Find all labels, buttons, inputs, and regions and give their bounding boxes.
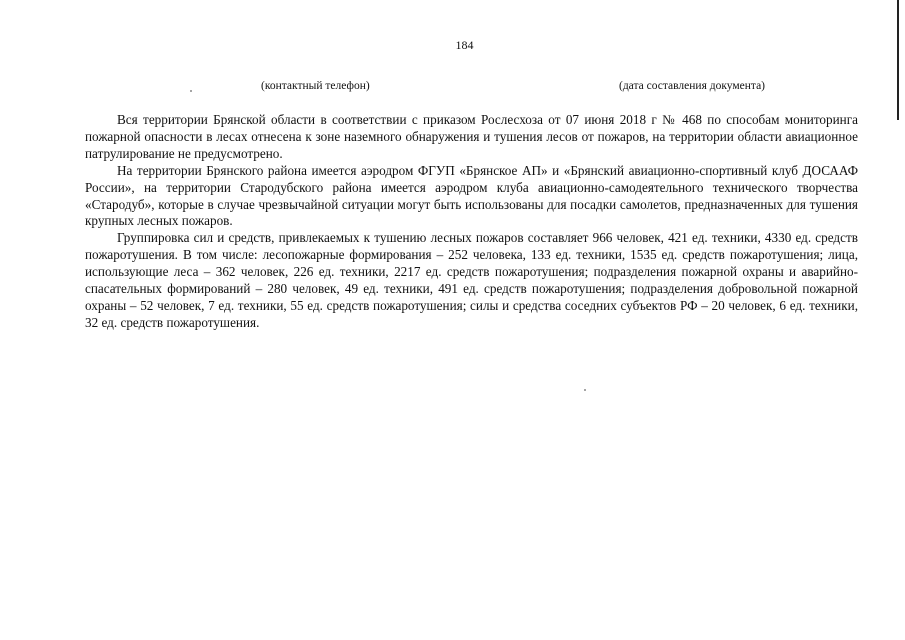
paragraph-forces-and-means: Группировка сил и средств, привлекаемых к тушению лесных пожаров составляет 966 человек, 421 ед. техники, 4330 ед. средств пожаротушения. В том числе: лесопожарные формирования – 252 человека, 133 ед. техники, 1535 ед. средств пожаротушения; лица, использующие леса – 362 человек, 226 ед. техники, 2217 ед. средств пожаротушения; подразделения пожарной охраны и аварийно-спасательных формирований – 280 человек, 49 ед. техники, 491 ед. средств пожаротушения; подразделения добровольной пожарной охраны – 52 человек, 7 ед. техники, 55 ед. средств пожаротушения; силы и средства соседних субъектов РФ – 20 человек, 6 ед. техники, 32 ед. средств пожаротушения. <box>85 230 858 330</box>
scan-speck <box>190 90 192 92</box>
contact-phone-caption: (контактный телефон) <box>261 80 370 92</box>
scan-edge-mark <box>897 0 899 120</box>
document-date-caption: (дата составления документа) <box>619 80 766 92</box>
paragraph-airfields: На территории Брянского района имеется аэродром ФГУП «Брянское АП» и «Брянский авиационно-спортивный клуб ДОСААФ России», на территории Стародубского района имеется аэродром клуба авиационно-самодеятельного технического творчества «Стародуб», которые в случае чрезвычайной ситуации могут быть использованы для посадки самолетов, предназначенных для тушения крупных лесных пожаров. <box>85 162 858 229</box>
paragraph-monitoring-zone: Вся территории Брянской области в соответствии с приказом Рослесхоза от 07 июня 2018 г № 468 по способам мониторинга пожарной опасности в лесах отнесена к зоне наземного обнаружения и тушения лесов от пожаров, на территории области авиационное патрулирование не предусмотрено. <box>85 112 858 161</box>
document-body <box>85 112 858 332</box>
scan-speck <box>584 389 586 391</box>
page-number: 184 <box>455 38 474 52</box>
